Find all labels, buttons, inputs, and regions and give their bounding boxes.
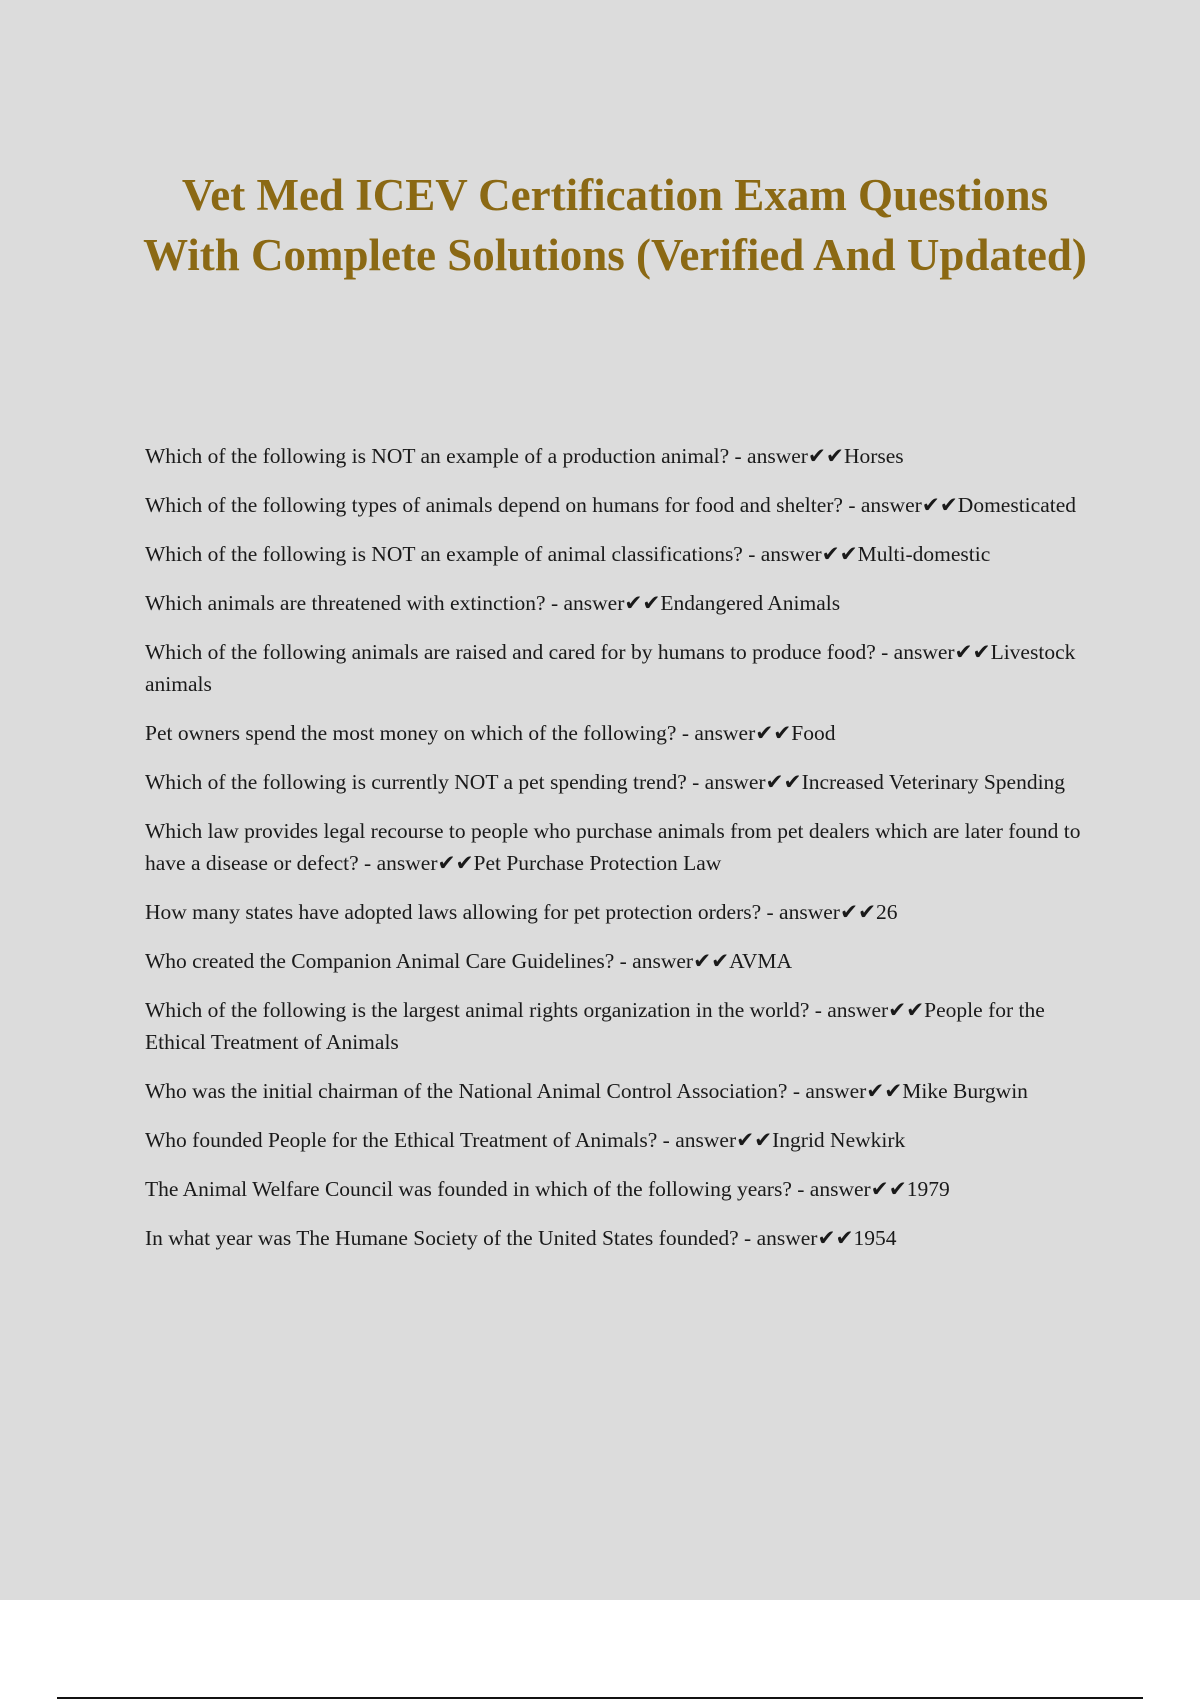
- question-answer-item: Which law provides legal recourse to people who purchase animals from pet dealers which are later found to have a disease or defect? - answer✔✔Pet Purchase Protection Law: [145, 819, 1081, 875]
- page-footer: [0, 1600, 1200, 1700]
- question-answer-item: Which of the following types of animals depend on humans for food and shelter? - answer✔✔Domesticated: [145, 493, 1077, 517]
- question-answer-item: Which of the following is NOT an example of a production animal? - answer✔✔Horses: [145, 444, 904, 468]
- question-answer-item: Who founded People for the Ethical Treatment of Animals? - answer✔✔Ingrid Newkirk: [145, 1128, 906, 1152]
- question-answer-item: In what year was The Humane Society of the United States founded? - answer✔✔1954: [145, 1226, 897, 1250]
- question-answer-list: [145, 440, 1090, 1271]
- question-answer-item: Who was the initial chairman of the National Animal Control Association? - answer✔✔Mike Burgwin: [145, 1079, 1028, 1103]
- question-answer-item: Pet owners spend the most money on which of the following? - answer✔✔Food: [145, 721, 836, 745]
- question-answer-item: Which of the following is NOT an example of animal classifications? - answer✔✔Multi-domestic: [145, 542, 991, 566]
- footer-divider: [57, 1697, 1143, 1699]
- question-answer-item: Which of the following animals are raised and cared for by humans to produce food? - answer✔✔Livestock animals: [145, 640, 1076, 696]
- question-answer-item: Who created the Companion Animal Care Guidelines? - answer✔✔AVMA: [145, 949, 793, 973]
- question-answer-item: Which of the following is the largest animal rights organization in the world? - answer✔✔People for the Ethical Treatment of Animals: [145, 998, 1045, 1054]
- document-title: Vet Med ICEV Certification Exam Questions With Complete Solutions (Verified And Updated): [143, 170, 1087, 280]
- question-answer-item: How many states have adopted laws allowing for pet protection orders? - answer✔✔26: [145, 900, 898, 924]
- question-answer-item: Which of the following is currently NOT a pet spending trend? - answer✔✔Increased Veterinary Spending: [145, 770, 1066, 794]
- question-answer-item: Which animals are threatened with extinction? - answer✔✔Endangered Animals: [145, 591, 841, 615]
- question-answer-item: The Animal Welfare Council was founded in which of the following years? - answer✔✔1979: [145, 1177, 950, 1201]
